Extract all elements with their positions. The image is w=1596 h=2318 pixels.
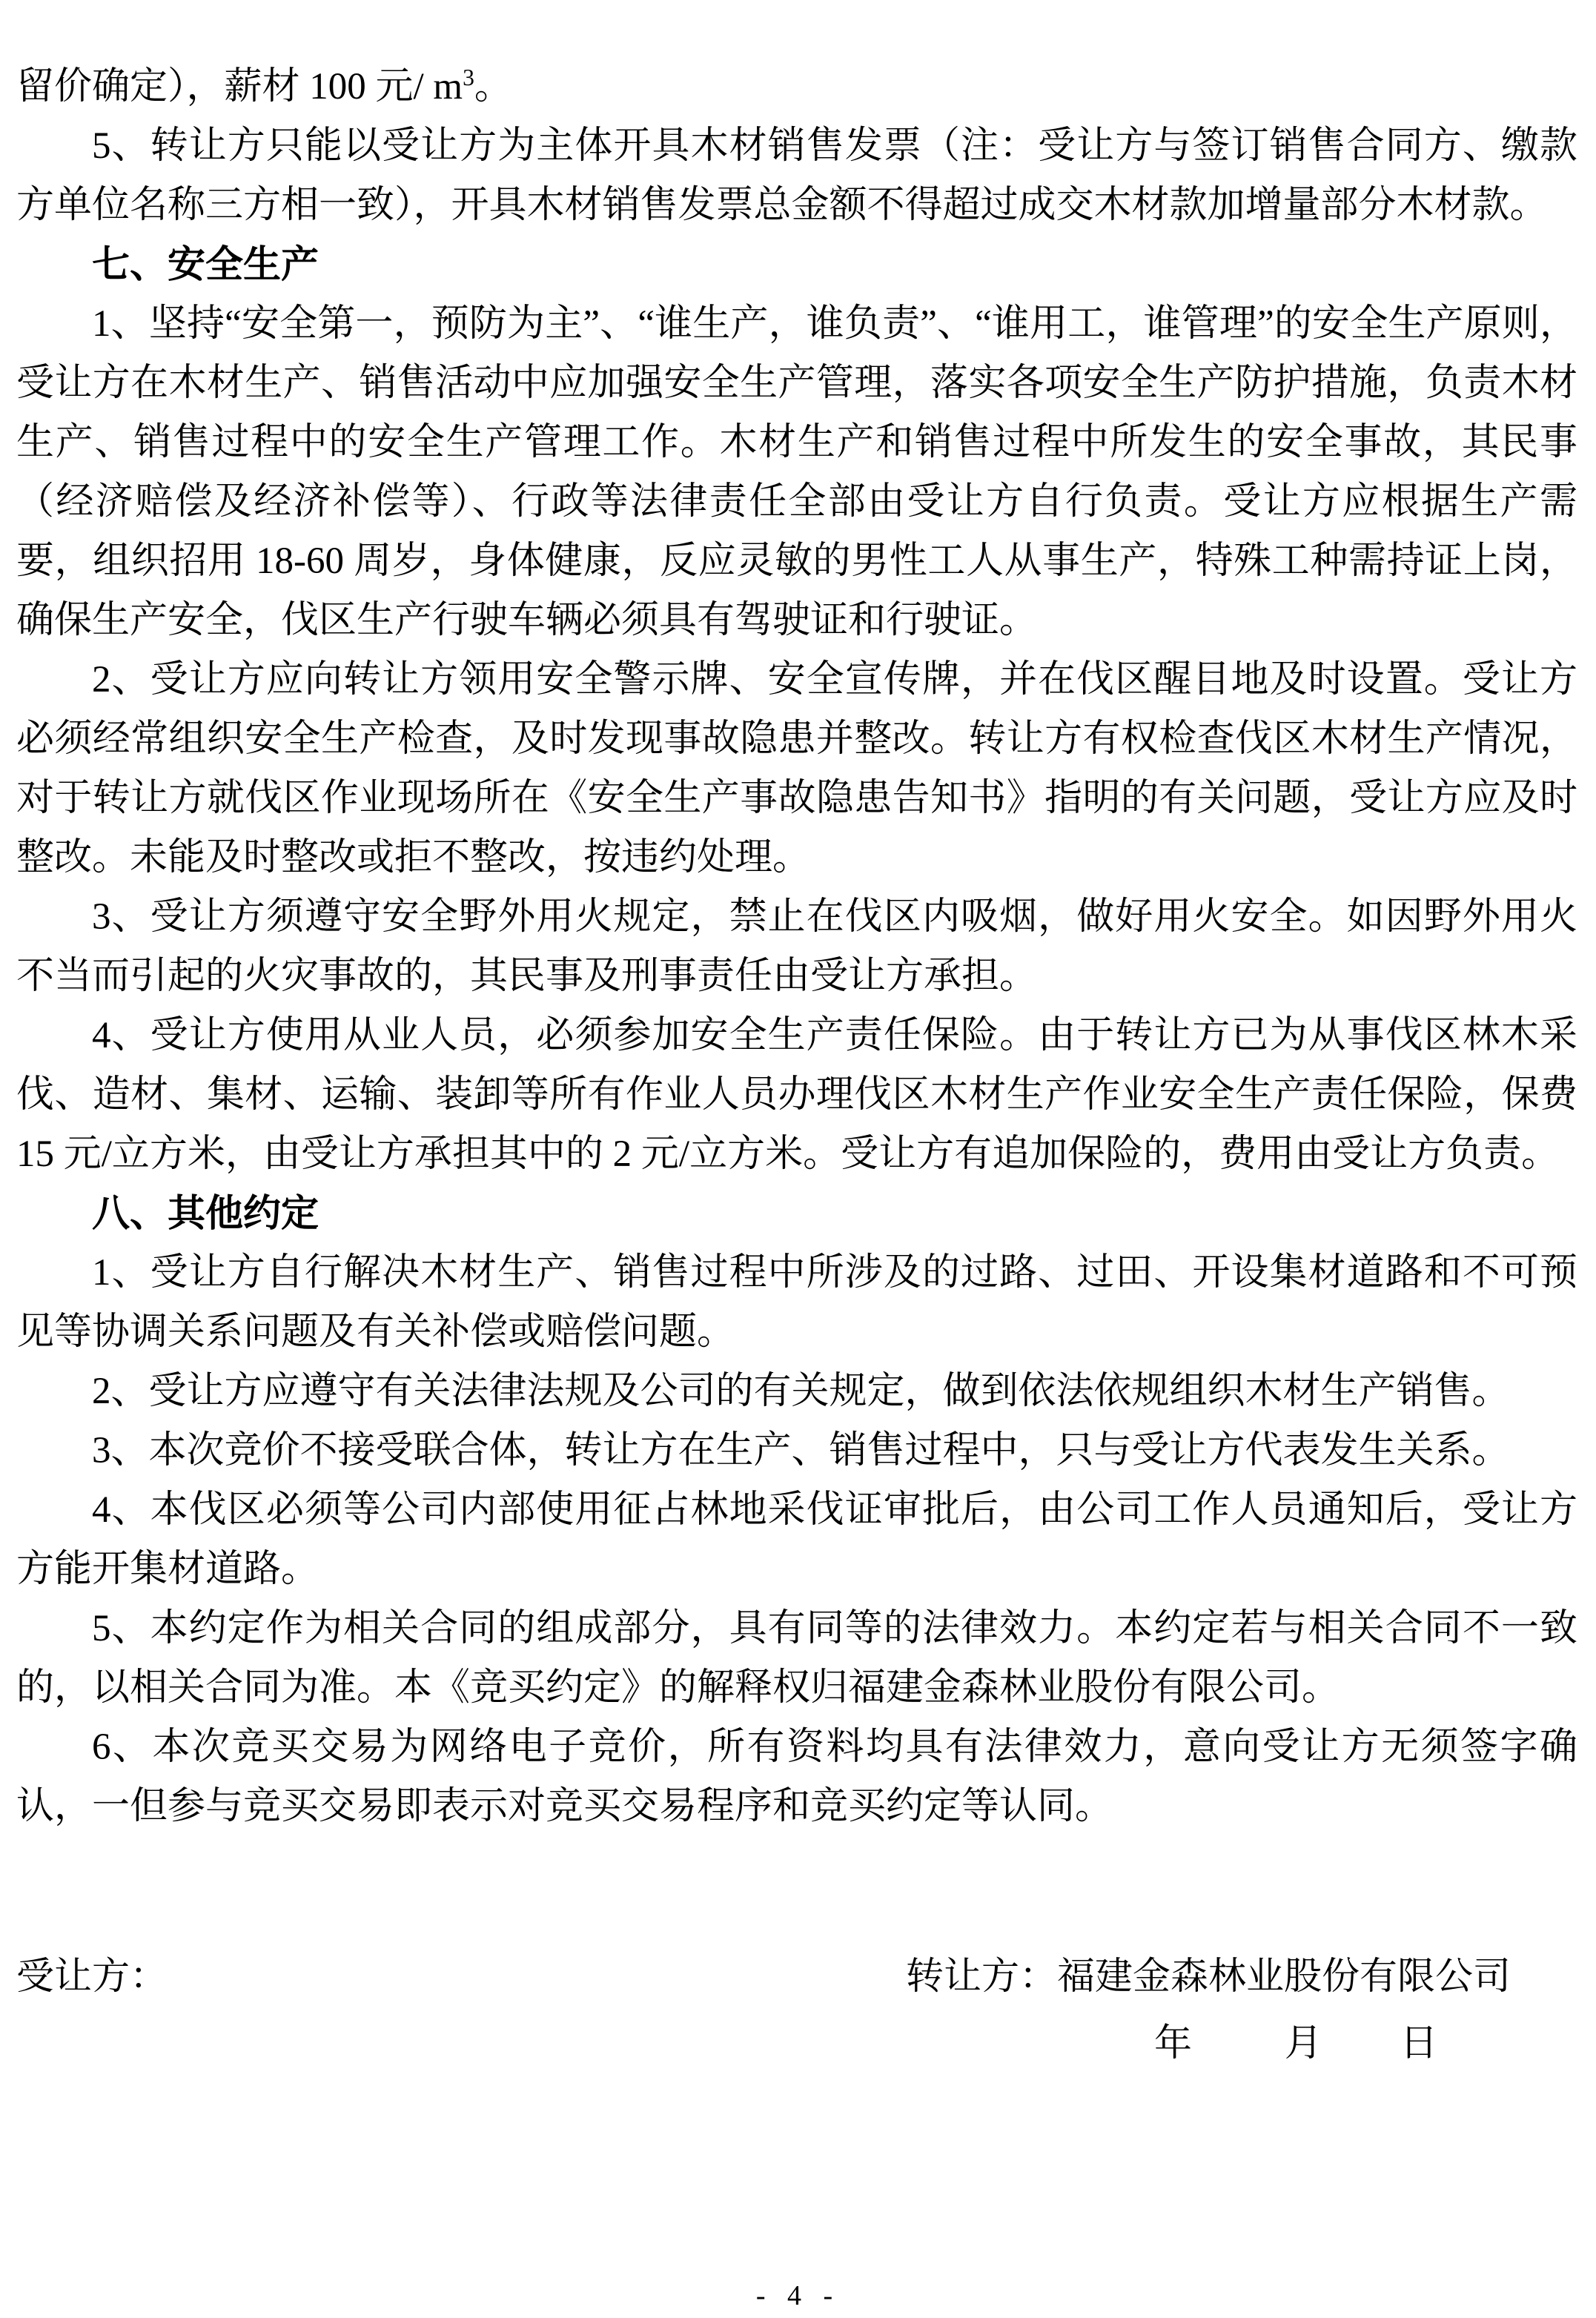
- page-number: - 4 -: [755, 2280, 841, 2311]
- heading-section-8-other: 八、其他约定: [92, 1192, 319, 1234]
- date-line: [16, 2014, 1577, 2073]
- paragraph-invoice-rule: 5、转让方只能以受让方为主体开具木材销售发票（注：受让方与签订销售合同方、缴款方单位名称三方相一致），开具木材销售发票总金额不得超过成交木材款加增量部分木材款。: [16, 125, 1577, 226]
- month-label: 月: [1284, 2023, 1322, 2064]
- paragraph-other-5: 5、本约定作为相关合同的组成部分，具有同等的法律效力。本约定若与相关合同不一致的，以相关合同为准。本《竞买约定》的解释权归福建金森林业股份有限公司。: [16, 1608, 1577, 1709]
- paragraph-fuelwood-price: [16, 57, 1577, 116]
- paragraph-safety-2: 2、受让方应向转让方领用安全警示牌、安全宣传牌，并在伐区醒目地及时设置。受让方必须经常组织安全生产检查，及时发现事故隐患并整改。转让方有权检查伐区木材生产情况，对于转让方就伐区作业现场所在《安全生产事故隐患告知书》指明的有关问题，受让方应及时整改。未能及时整改或拒不整改，按违约处理。: [16, 659, 1577, 878]
- paragraph-text: 留价确定），薪材 100 元/ m: [16, 66, 463, 107]
- signature-row: [16, 1947, 1577, 2007]
- superscript-cubic-meter: 3: [463, 64, 474, 90]
- paragraph-other-2: 2、受让方应遵守有关法律法规及公司的有关规定，做到依法依规组织木材生产销售。: [92, 1371, 1510, 1412]
- paragraph-safety-4: 4、受让方使用从业人员，必须参加安全生产责任保险。由于转让方已为从事伐区林木采伐、造材、集材、运输、装卸等所有作业人员办理伐区木材生产作业安全生产责任保险，保费 15 元/立方米，由受让方承担其中的 2 元/立方米。受让方有追加保险的，费用由受让方负责。: [16, 1015, 1577, 1175]
- paragraph-other-3: 3、本次竞价不接受联合体，转让方在生产、销售过程中，只与受让方代表发生关系。: [92, 1430, 1510, 1471]
- day-label: 日: [1400, 2023, 1438, 2064]
- paragraph-safety-1: 1、坚持“安全第一，预防为主”、“谁生产，谁负责”、“谁用工，谁管理”的安全生产原则，受让方在木材生产、销售活动中应加强安全生产管理，落实各项安全生产防护措施，负责木材生产、销售过程中的安全生产管理工作。木材生产和销售过程中所发生的安全事故，其民事（经济赔偿及经济补偿等）、行政等法律责任全部由受让方自行负责。受让方应根据生产需要，组织招用 18-60 周岁，身体健康，反应灵敏的男性工人从事生产，特殊工种需持证上岗，确保生产安全，伐区生产行驶车辆必须具有驾驶证和行驶证。: [16, 303, 1577, 641]
- paragraph-other-1: 1、受让方自行解决木材生产、销售过程中所涉及的过路、过田、开设集材道路和不可预见等协调关系问题及有关补偿或赔偿问题。: [16, 1252, 1577, 1353]
- transferor-signature-line: 转让方：福建金森林业股份有限公司: [905, 1956, 1511, 1998]
- paragraph-other-6: 6、本次竞买交易为网络电子竞价，所有资料均具有法律效力，意向受让方无须签字确认，一但参与竞买交易即表示对竞买交易程序和竞买约定等认同。: [16, 1726, 1577, 1827]
- paragraph-text: 。: [474, 66, 512, 107]
- paragraph-other-4: 4、本伐区必须等公司内部使用征占林地采伐证审批后，由公司工作人员通知后，受让方方能开集材道路。: [16, 1489, 1577, 1590]
- transferee-signature-label: 受让方：: [16, 1956, 168, 1998]
- paragraph-safety-3: 3、受让方须遵守安全野外用火规定，禁止在伐区内吸烟，做好用火安全。如因野外用火不当而引起的火灾事故的，其民事及刑事责任由受让方承担。: [16, 896, 1577, 997]
- heading-section-7-safety: 七、安全生产: [92, 243, 319, 285]
- year-label: 年: [1154, 2023, 1193, 2064]
